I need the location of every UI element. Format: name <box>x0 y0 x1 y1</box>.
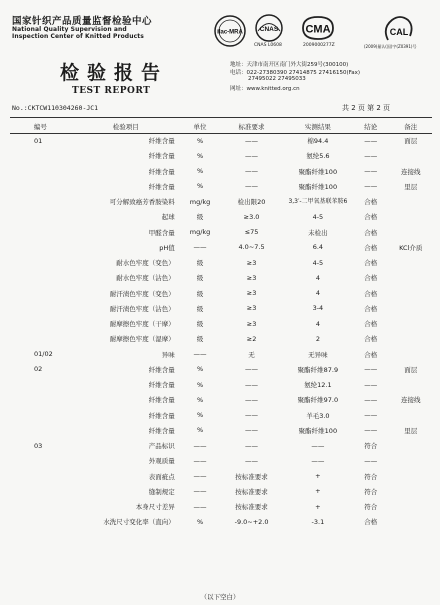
row-unit: 级 <box>196 259 204 268</box>
table-row <box>10 286 432 301</box>
row-conclusion: 合格 <box>364 304 378 313</box>
row-item: 纤维含量 <box>148 396 175 405</box>
row-conclusion: —— <box>364 456 378 465</box>
table-row <box>10 179 432 194</box>
row-item: 耐摩擦色牢度（湿摩） <box>109 335 175 344</box>
row-unit: mg/kg <box>189 228 211 237</box>
table-row <box>10 164 432 179</box>
row-item: 异味 <box>161 350 175 359</box>
row-requirement: —— <box>245 182 259 191</box>
row-no <box>10 514 71 529</box>
table-row <box>10 301 432 316</box>
row-conclusion: —— <box>364 365 378 374</box>
cnas-logo-text: CNAS <box>259 26 279 33</box>
row-remark: KCl介质 <box>399 243 423 252</box>
row-conclusion: —— <box>364 167 378 176</box>
row-no: 02 <box>34 365 43 374</box>
row-unit: % <box>196 365 204 374</box>
row-result: 羊毛3.0 <box>306 411 330 420</box>
row-remark <box>390 209 433 224</box>
row-result: 2 <box>315 334 320 343</box>
row-result: -3.1 <box>311 517 325 526</box>
row-unit: mg/kg <box>189 197 211 206</box>
row-requirement: —— <box>245 380 259 389</box>
row-remark: 里层 <box>404 182 418 191</box>
row-no <box>10 316 71 331</box>
row-item: 耐水色牢度（变色） <box>116 259 175 268</box>
table-row <box>10 392 432 407</box>
row-requirement: —— <box>245 136 259 145</box>
row-requirement: —— <box>245 411 259 420</box>
row-item: 耐汗渍色牢度（沾色） <box>109 304 175 313</box>
row-no <box>10 331 71 346</box>
contact-website: 网址：www.knitted.org.cn <box>230 86 300 92</box>
row-result: 4 <box>315 273 320 282</box>
row-requirement: —— <box>245 365 259 374</box>
row-requirement: 按标准要求 <box>235 487 268 496</box>
table-row <box>10 438 432 453</box>
contact-address: 地址：天津市南开区南门外大街259号(300100) <box>230 62 349 68</box>
col-header-item: 检验项目 <box>112 123 139 131</box>
row-unit: % <box>196 411 204 420</box>
row-no <box>10 179 71 194</box>
cnas-caption: CNAS L0608 <box>254 43 282 48</box>
row-result: 聚酯纤维87.9 <box>297 365 339 374</box>
row-unit: % <box>196 136 204 145</box>
row-no <box>10 392 71 407</box>
row-unit: 级 <box>196 320 204 329</box>
table-row <box>10 514 432 529</box>
row-result: 聚酯纤维100 <box>298 167 338 176</box>
row-conclusion: 符合 <box>364 487 378 496</box>
report-number: No.:CKTCW110304260-JC1 <box>12 104 99 112</box>
ilac-mra-logo-text: ilac-MRA <box>217 29 243 36</box>
cma-caption: 2009000277Z <box>303 43 335 48</box>
row-requirement: 按标准要求 <box>235 503 268 512</box>
row-no <box>10 225 71 240</box>
table-row <box>10 331 432 346</box>
row-no <box>10 209 71 224</box>
row-requirement: ≥3.0 <box>243 212 260 221</box>
row-remark <box>390 194 433 209</box>
row-requirement: —— <box>245 426 259 435</box>
table-row <box>10 469 432 484</box>
row-requirement: —— <box>245 456 259 465</box>
row-requirement: 无 <box>248 350 255 359</box>
row-result: 6.4 <box>312 243 324 252</box>
row-remark <box>390 148 433 163</box>
row-result: + <box>315 487 321 496</box>
row-requirement: 检出限20 <box>237 198 266 207</box>
row-conclusion: 合格 <box>364 289 378 298</box>
table-row <box>10 194 432 209</box>
row-remark <box>390 514 433 529</box>
row-conclusion: —— <box>364 182 378 191</box>
row-unit: 级 <box>196 335 204 344</box>
cma-logo-text: CMA <box>305 23 331 36</box>
row-no: 01 <box>34 136 43 145</box>
col-header-no: 编号 <box>33 123 47 131</box>
row-remark <box>390 347 433 362</box>
row-result: 4 <box>315 319 320 328</box>
org-name-cn: 国家针织产品质量监督检验中心 <box>12 16 153 27</box>
row-item: 纤维含量 <box>148 411 175 420</box>
row-conclusion: —— <box>364 411 378 420</box>
col-header-remark: 备注 <box>404 123 418 131</box>
table-body <box>10 133 432 530</box>
report-title-en: TEST REPORT <box>72 86 151 96</box>
row-conclusion: —— <box>364 426 378 435</box>
cal-logo-text: CAL <box>389 27 409 37</box>
row-requirement: ≥3 <box>246 304 257 313</box>
row-item: 纤维含量 <box>148 152 175 161</box>
row-conclusion: —— <box>364 136 378 145</box>
row-unit: 级 <box>196 289 204 298</box>
row-remark <box>390 286 433 301</box>
results-table <box>10 120 432 530</box>
row-unit: % <box>196 395 204 404</box>
row-result: + <box>315 502 321 511</box>
row-unit: —— <box>193 456 207 465</box>
report-title-cn: 检验报告 <box>60 62 169 84</box>
row-conclusion: 合格 <box>364 228 378 237</box>
row-requirement: —— <box>245 395 259 404</box>
row-requirement: —— <box>245 441 259 450</box>
row-result: 未检出 <box>308 228 328 237</box>
row-item: pH值 <box>159 243 175 252</box>
row-result: —— <box>311 441 325 450</box>
row-conclusion: 合格 <box>364 259 378 268</box>
row-unit: % <box>196 167 204 176</box>
row-unit: —— <box>193 487 207 496</box>
row-no <box>10 469 71 484</box>
row-conclusion: 符合 <box>364 472 378 481</box>
row-no <box>10 286 71 301</box>
table-row <box>10 347 432 362</box>
row-item: 表面疵点 <box>148 472 175 481</box>
row-item: 本身尺寸差异 <box>135 503 175 512</box>
row-remark: 里层 <box>404 426 418 435</box>
row-remark <box>390 499 433 514</box>
row-requirement: 按标准要求 <box>235 472 268 481</box>
row-remark <box>390 408 433 423</box>
table-row <box>10 133 432 148</box>
row-requirement: —— <box>245 167 259 176</box>
ilac-mra-logo <box>213 14 247 48</box>
cal-logo <box>380 14 416 44</box>
table-row <box>10 484 432 499</box>
table-header-row <box>10 120 432 133</box>
col-header-unit: 单位 <box>193 123 207 131</box>
row-item: 耐摩擦色牢度（干摩） <box>109 320 175 329</box>
org-name-en-line2: Inspection Center of Knitted Products <box>12 33 144 40</box>
row-result: 无异味 <box>308 350 328 359</box>
row-remark <box>390 469 433 484</box>
row-no <box>10 270 71 285</box>
row-remark: 面层 <box>404 137 418 146</box>
row-conclusion: 合格 <box>364 274 378 283</box>
cma-logo <box>300 14 336 42</box>
row-no <box>10 240 71 255</box>
cal-caption: (2009)量认(国)字(Z0391)号 <box>364 44 417 49</box>
table-row <box>10 408 432 423</box>
table-row <box>10 377 432 392</box>
row-requirement: ≥3 <box>246 289 257 298</box>
row-requirement: ≥3 <box>246 273 257 282</box>
row-no <box>10 148 71 163</box>
row-conclusion: 合格 <box>364 198 378 207</box>
row-unit: 级 <box>196 274 204 283</box>
row-item: 缝制规定 <box>148 487 175 496</box>
row-conclusion: 合格 <box>364 213 378 222</box>
col-header-result: 实测结果 <box>304 123 331 131</box>
table-row <box>10 362 432 377</box>
row-result: 3-4 <box>312 304 324 313</box>
table-row <box>10 270 432 285</box>
row-unit: —— <box>193 502 207 511</box>
row-conclusion: 符合 <box>364 442 378 451</box>
row-item: 水洗尺寸变化率（直向） <box>103 518 175 527</box>
row-result: 4-5 <box>312 258 324 267</box>
row-requirement: -9.0~+2.0 <box>234 517 269 526</box>
row-item: 纤维含量 <box>148 365 175 374</box>
row-result: 聚酯纤维100 <box>298 426 338 435</box>
row-conclusion: 合格 <box>364 320 378 329</box>
row-no <box>10 255 71 270</box>
row-unit: % <box>196 517 204 526</box>
row-unit: —— <box>193 243 207 252</box>
contact-phone-2: 27495022 27495033 <box>248 76 306 82</box>
row-item: 耐汗渍色牢度（变色） <box>109 289 175 298</box>
row-item: 纤维含量 <box>148 182 175 191</box>
row-unit: % <box>196 182 204 191</box>
row-result: 3,3′-二甲氧基联苯胺6 <box>288 197 348 205</box>
row-conclusion: —— <box>364 380 378 389</box>
row-unit: 级 <box>196 304 204 313</box>
table-row <box>10 423 432 438</box>
row-item: 纤维含量 <box>148 167 175 176</box>
row-requirement: ≤75 <box>244 228 259 237</box>
row-item: 外观质量 <box>148 457 175 466</box>
row-unit: —— <box>193 350 207 359</box>
row-item: 纤维含量 <box>148 381 175 390</box>
row-result: 聚酯纤维100 <box>298 182 338 191</box>
row-result: 聚酯纤维97.0 <box>297 396 339 405</box>
row-no <box>10 377 71 392</box>
row-no <box>10 164 71 179</box>
row-conclusion: 符合 <box>364 503 378 512</box>
row-requirement: ≥3 <box>246 258 257 267</box>
col-header-requirement: 标准要求 <box>238 123 265 131</box>
row-result: 氨纶5.6 <box>306 152 330 161</box>
row-remark <box>390 255 433 270</box>
row-item: 纤维含量 <box>148 137 175 146</box>
row-remark <box>390 270 433 285</box>
row-result: 氨纶12.1 <box>304 381 332 390</box>
row-unit: 级 <box>196 213 204 222</box>
row-unit: —— <box>193 441 207 450</box>
table-row <box>10 316 432 331</box>
row-conclusion: 合格 <box>364 243 378 252</box>
row-requirement: —— <box>245 151 259 160</box>
cnas-logo <box>252 14 286 42</box>
table-row <box>10 148 432 163</box>
row-no <box>10 194 71 209</box>
row-conclusion: —— <box>364 395 378 404</box>
row-item: 纤维含量 <box>148 426 175 435</box>
row-conclusion: 合格 <box>364 518 378 527</box>
row-result: 4-5 <box>312 212 324 221</box>
row-no <box>10 408 71 423</box>
row-no <box>10 423 71 438</box>
row-conclusion: —— <box>364 151 378 160</box>
row-remark <box>390 377 433 392</box>
row-requirement: ≥2 <box>246 334 257 343</box>
row-no: 03 <box>34 441 43 450</box>
row-item: 产品标识 <box>148 442 175 451</box>
row-no <box>10 301 71 316</box>
row-no <box>10 453 71 468</box>
col-header-conclusion: 结论 <box>364 123 378 131</box>
row-unit: % <box>196 380 204 389</box>
row-unit: % <box>196 151 204 160</box>
row-item: 可分解致癌芳香胺染料 <box>109 198 175 207</box>
row-no <box>10 499 71 514</box>
row-remark: 面层 <box>404 365 418 374</box>
table-row <box>10 225 432 240</box>
row-remark: 连接线 <box>401 396 421 405</box>
table-row <box>10 499 432 514</box>
table-row <box>10 209 432 224</box>
row-remark: 连接线 <box>401 167 421 176</box>
row-remark <box>390 453 433 468</box>
table-row <box>10 240 432 255</box>
top-rule <box>10 117 432 118</box>
row-remark <box>390 316 433 331</box>
blank-below-note: （以下空白） <box>200 593 240 601</box>
row-requirement: 4.0~7.5 <box>238 243 265 252</box>
row-remark <box>390 438 433 453</box>
row-remark <box>390 301 433 316</box>
row-remark <box>390 225 433 240</box>
row-no <box>10 484 71 499</box>
table-row <box>10 255 432 270</box>
row-conclusion: 合格 <box>364 350 378 359</box>
row-item: 耐水色牢度（沾色） <box>116 274 175 283</box>
row-result: —— <box>311 456 325 465</box>
row-remark <box>390 331 433 346</box>
row-remark <box>390 484 433 499</box>
row-requirement: ≥3 <box>246 319 257 328</box>
row-result: + <box>315 472 321 481</box>
row-result: 棉94.4 <box>307 137 329 146</box>
row-no: 01/02 <box>34 350 53 359</box>
row-item: 起球 <box>161 213 175 222</box>
row-result: 4 <box>315 289 320 298</box>
page-count: 共 2 页 第 2 页 <box>342 104 391 112</box>
row-unit: —— <box>193 472 207 481</box>
row-item: 甲醛含量 <box>148 228 175 237</box>
contact-phone: 电话：022-27380390 27414875 27416150(Fax) <box>230 70 361 76</box>
row-conclusion: 合格 <box>364 335 378 344</box>
table-row <box>10 453 432 468</box>
org-name-en-line1: National Quality Supervision and <box>12 26 127 33</box>
row-unit: % <box>196 426 204 435</box>
